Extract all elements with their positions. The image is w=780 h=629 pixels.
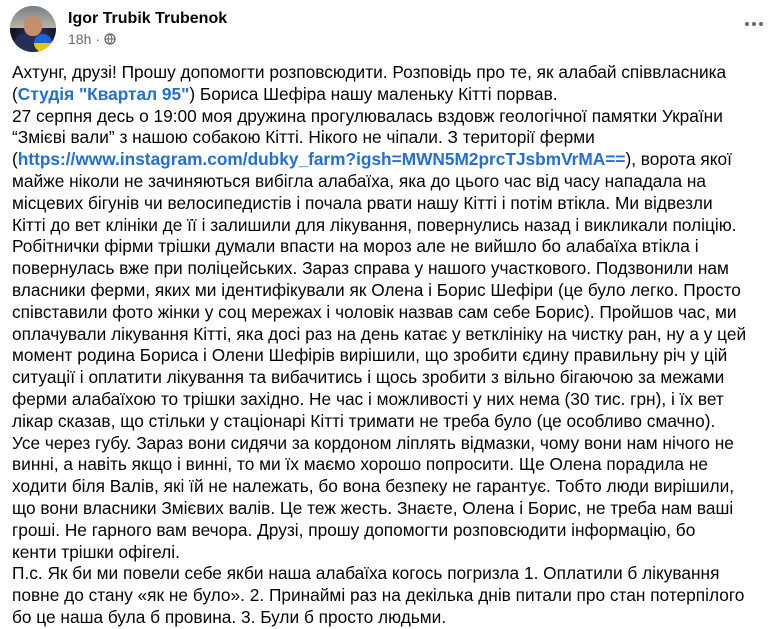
- author-name[interactable]: Igor Trubik Trubenok: [68, 10, 228, 27]
- post-text-part-3: ), ворота якої майже ніколи не зачиняються вибігла алабаїха, яка до цього час від часу нападала на місцевих бігунів чи велосипедистів і почала рвати нашу Кітті і потім втікла. Ми відвезли Кітті до вет клініки де її і залишили для лікування, повернулись назад і викликали поліцію. Робітнички фірми трішки думали впасти на мороз але не вийшло бо алабаїха втікла і повернулась вже при поліцейських. Зараз справа у нашого участкового. Подзвонили нам власники ферми, яких ми ідентифікували як Олена і Борис Шефіри (це було легко. Просто співставили фото жінки у соц мережах і чоловік назвав сам себе Борис). Пройшов час, ми оплачували лікування Кітті, яка досі раз на день катає у ветклініку на чистку ран, ну а у цей момент родина Бориса і Олени Шефірів вирішили, що зробити єдину правильну річ у цій ситуації і оплатити лікування та вибачитись і щось зробити з вільно бігаючою за межами ферми алабаїхою то трішки західно. Не час і можливості у них нема (30 тис. грн), і їх вет лікар сказав, що стільки у стаціонарі Кітті тримати не треба було (це особливо смачно). Усе через губу. Зараз вони сидячи за кордоном ліплять відмазки, чому вони нам нічого не винні, а навіть якщо і винні, то ми їх маємо хорошо попросити. Ще Олена порадила не ходити біля Валів, які їй не належать, бо вона безпеку не гарантує. Тобто люди вирішили, що вони власники Змієвих валів. Це теж жесть. Знаєте, Олена і Борис, не треба нам ваші гроші. Не гарного вам вечора. Друзі, прошу допомогти розповсюдити інформацію, бо кенти трішки офігелі. П.с. Як би ми повели себе якби наша алабаїха когось погризла 1. Оплатили б лікування повне до стану «як не було». 2. Принаймі раз на декілька днів питали про стан потерпілого бо це наша була б провина. 3. Були б просто людьми.: [12, 149, 747, 627]
- post-meta: [68, 31, 116, 47]
- post-text-part-2: ) Бориса Шефіра нашу маленьку Кітті порвав. 27 серпня десь о 19:00 моя дружина прогулювалась вздовж геологічної памятки України “Змієві вали” з нашою собакою Кітті. Нікого не чіпали. З території ферми (: [12, 83, 723, 170]
- meta-separator: ·: [95, 31, 101, 47]
- instagram-farm-link[interactable]: https://www.instagram.com/dubky_farm?igsh=MWN5M2prcTJsbmVrMA==: [17, 149, 626, 170]
- studio-kvartal-95-link[interactable]: Студія "Квартал 95": [17, 83, 190, 104]
- avatar-face: [24, 16, 42, 36]
- globe-icon[interactable]: [104, 33, 116, 45]
- post-header: [10, 6, 770, 54]
- ukraine-flag-icon: [34, 34, 52, 52]
- post-body: [12, 62, 776, 629]
- avatar[interactable]: [10, 6, 56, 52]
- more-horizontal-icon[interactable]: [740, 14, 768, 34]
- post-time[interactable]: 18h: [68, 31, 92, 47]
- post-text-part-1: Ахтунг, друзі! Прошу допомогти розповсюдити. Розповідь про те, як алабай співвласника (: [12, 62, 727, 104]
